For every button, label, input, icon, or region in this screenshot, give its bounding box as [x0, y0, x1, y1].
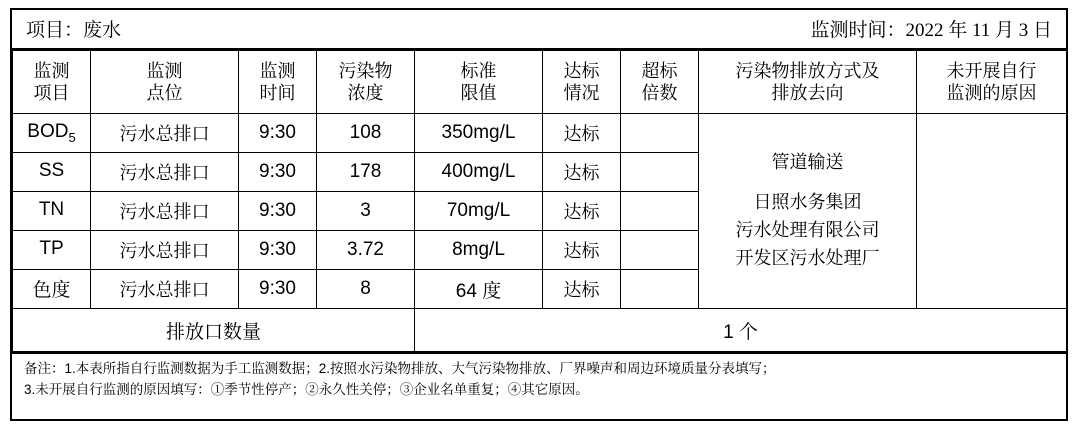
- cell-site: 污水总排口: [91, 270, 239, 309]
- cell-concentration: 3: [317, 192, 415, 231]
- cell-exceed: [621, 270, 699, 309]
- column-header-concentration: 污染物 浓度: [317, 51, 415, 114]
- outlet-count-row: [13, 309, 1067, 352]
- column-header-exceed: 超标 倍数: [621, 51, 699, 114]
- column-header-limit: 标准 限值: [415, 51, 543, 114]
- cell-status: 达标: [543, 270, 621, 309]
- cell-concentration: 8: [317, 270, 415, 309]
- cell-site: 污水总排口: [91, 231, 239, 270]
- cell-no-monitor-reason: [917, 114, 1067, 309]
- notes-line-2: 3.未开展自行监测的原因填写：①季节性停产；②永久性关停；③企业名单重复；④其它原因。: [24, 381, 589, 397]
- cell-status: 达标: [543, 231, 621, 270]
- cell-limit: 70mg/L: [415, 192, 543, 231]
- outlet-count-label: 排放口数量: [13, 309, 415, 352]
- cell-time: 9:30: [239, 192, 317, 231]
- column-header-item: 监测 项目: [13, 51, 91, 114]
- cell-concentration: 178: [317, 153, 415, 192]
- column-header-time: 监测 时间: [239, 51, 317, 114]
- project-label: 项目：废水: [26, 20, 122, 41]
- monitoring-time: [810, 15, 1052, 42]
- cell-limit: 400mg/L: [415, 153, 543, 192]
- cell-exceed: [621, 192, 699, 231]
- cell-exceed: [621, 153, 699, 192]
- column-header-site: 监测 点位: [91, 51, 239, 114]
- cell-status: 达标: [543, 192, 621, 231]
- cell-site: 污水总排口: [91, 114, 239, 153]
- cell-limit: 8mg/L: [415, 231, 543, 270]
- cell-site: 污水总排口: [91, 153, 239, 192]
- cell-limit: 350mg/L: [415, 114, 543, 153]
- outlet-count-value: 1 个: [415, 309, 1067, 352]
- cell-discharge-method: 管道输送 日照水务集团 污水处理有限公司 开发区污水处理厂: [699, 114, 917, 309]
- sheet-header: [12, 10, 1066, 50]
- cell-status: 达标: [543, 153, 621, 192]
- monitoring-time-label: 监测时间：: [810, 20, 906, 41]
- notes-section: [12, 352, 1066, 419]
- cell-item: SS: [13, 153, 91, 192]
- table-row: [13, 114, 1067, 153]
- column-header-status: 达标 情况: [543, 51, 621, 114]
- cell-time: 9:30: [239, 270, 317, 309]
- monitoring-report-sheet: [10, 8, 1068, 421]
- cell-status: 达标: [543, 114, 621, 153]
- cell-concentration: 108: [317, 114, 415, 153]
- cell-time: 9:30: [239, 153, 317, 192]
- column-header-no-monitor-reason: 未开展自行 监测的原因: [917, 51, 1067, 114]
- cell-exceed: [621, 114, 699, 153]
- cell-item: $BOD_5$: [13, 114, 91, 153]
- cell-item: TP: [13, 231, 91, 270]
- cell-item: 色度: [13, 270, 91, 309]
- cell-site: 污水总排口: [91, 192, 239, 231]
- monitoring-table: [12, 50, 1067, 352]
- table-header-row: [13, 51, 1067, 114]
- cell-time: 9:30: [239, 114, 317, 153]
- cell-item: TN: [13, 192, 91, 231]
- monitoring-time-value: 2022 年 11 月 3 日: [905, 20, 1052, 41]
- cell-limit: 64 度: [415, 270, 543, 309]
- notes-line-1: 备注：1.本表所指自行监测数据为手工监测数据；2.按照水污染物排放、大气污染物排放、厂界噪声和周边环境质量分表填写；: [24, 361, 776, 376]
- column-header-discharge: 污染物排放方式及 排放去向: [699, 51, 917, 114]
- cell-exceed: [621, 231, 699, 270]
- cell-time: 9:30: [239, 231, 317, 270]
- cell-concentration: 3.72: [317, 231, 415, 270]
